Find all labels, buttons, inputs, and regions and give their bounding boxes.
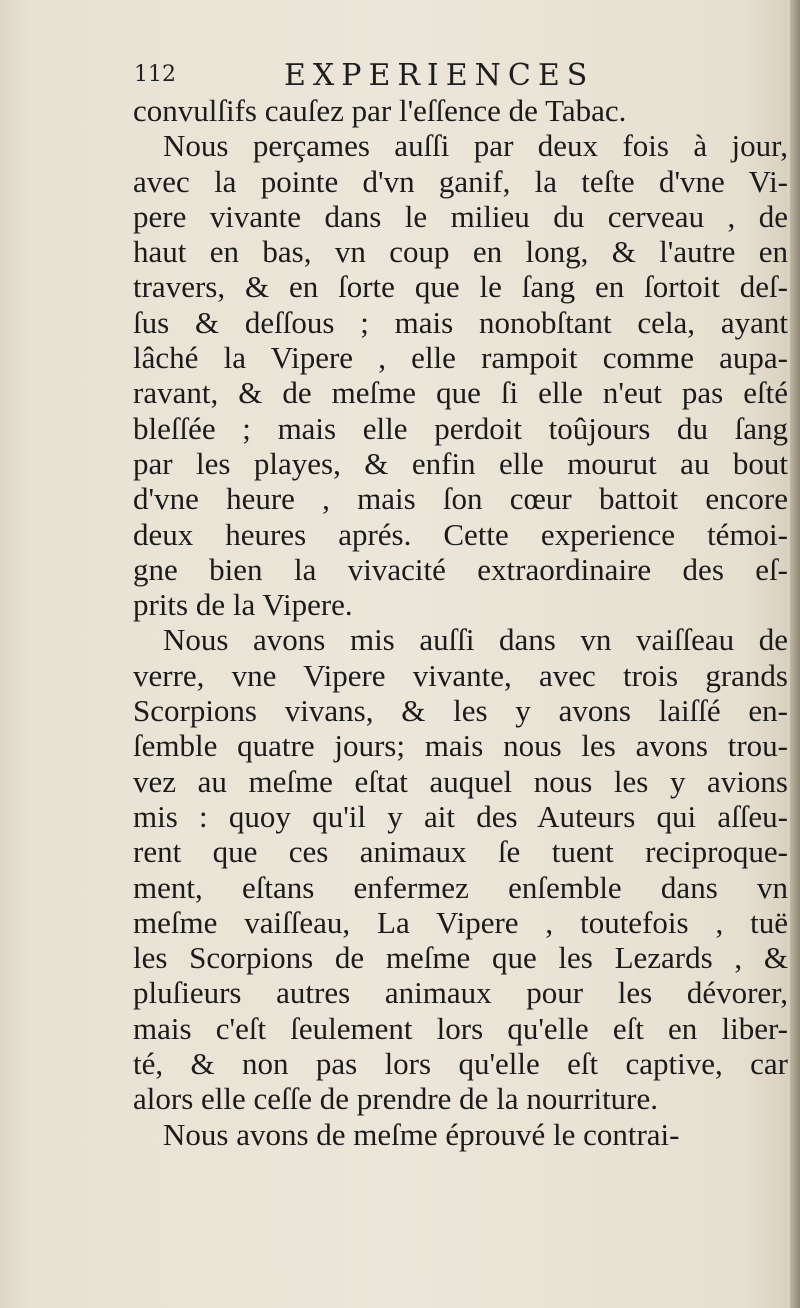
text-line: Scorpions vivans, & les y avons laiſſé en- <box>133 693 788 729</box>
text-line: les Scorpions de meſme que les Lezards , & <box>133 940 788 976</box>
text-line: ſemble quatre jours; mais nous les avons trou- <box>133 728 788 764</box>
text-line: lâché la Vipere , elle rampoit comme aupa- <box>133 340 788 376</box>
book-spine-edge <box>790 0 800 1308</box>
text-line: alors elle ceſſe de prendre de la nourriture. <box>133 1081 659 1117</box>
text-line: pluſieurs autres animaux pour les dévorer, <box>133 975 788 1011</box>
paragraph-first-line: Nous avons de meſme éprouvé le contrai- <box>163 1116 680 1152</box>
text-line: rent que ces animaux ſe tuent reciproque- <box>133 834 788 870</box>
text-line: par les playes, & enfin elle mourut au bout <box>133 445 788 481</box>
text-line: travers, & en ſorte que le ſang en ſortoit deſ- <box>133 269 788 305</box>
paragraph-first-line: Nous avons mis auſſi dans vn vaiſſeau de <box>163 622 788 658</box>
text-line: ment, eſtans enfermez enſemble dans vn <box>133 869 788 905</box>
text-line: haut en bas, vn coup en long, & l'autre en <box>133 234 788 270</box>
text-line: ravant, & de meſme que ſi elle n'eut pas eſté <box>133 375 788 411</box>
text-line: té, & non pas lors qu'elle eſt captive, car <box>133 1046 788 1082</box>
text-line: meſme vaiſſeau, La Vipere , toutefois , tuë <box>133 904 788 940</box>
page-number: 112 <box>134 62 176 87</box>
text-line: pere vivante dans le milieu du cerveau , de <box>133 198 788 234</box>
text-line: avec la pointe d'vn ganif, la teſte d'vne Vi- <box>133 163 788 199</box>
text-line: mais c'eſt ſeulement lors qu'elle eſt en liber- <box>133 1010 788 1046</box>
text-line: bleſſée ; mais elle perdoit toûjours du ſang <box>133 410 788 446</box>
running-title: EXPERIENCES <box>284 58 595 93</box>
text-line: verre, vne Vipere vivante, avec trois grands <box>133 657 788 693</box>
text-line: convulſifs cauſez par l'eſſence de Tabac. <box>133 93 627 128</box>
paragraph-first-line: Nous perçames auſſi par deux fois à jour, <box>163 128 788 164</box>
text-line: gne bien la vivacité extraordinaire des eſ- <box>133 551 788 587</box>
text-line: d'vne heure , mais ſon cœur battoit encore <box>133 481 788 517</box>
text-line: prits de la Vipere. <box>133 587 353 623</box>
text-line: ſus & deſſous ; mais nonobſtant cela, ayant <box>133 304 788 340</box>
text-line: deux heures aprés. Cette experience témoi- <box>133 516 788 552</box>
text-line: vez au meſme eſtat auquel nous les y avions <box>133 763 788 799</box>
text-line: mis : quoy qu'il y ait des Auteurs qui aſſeu- <box>133 798 788 834</box>
body-text <box>133 93 790 1152</box>
page-header <box>134 58 774 98</box>
